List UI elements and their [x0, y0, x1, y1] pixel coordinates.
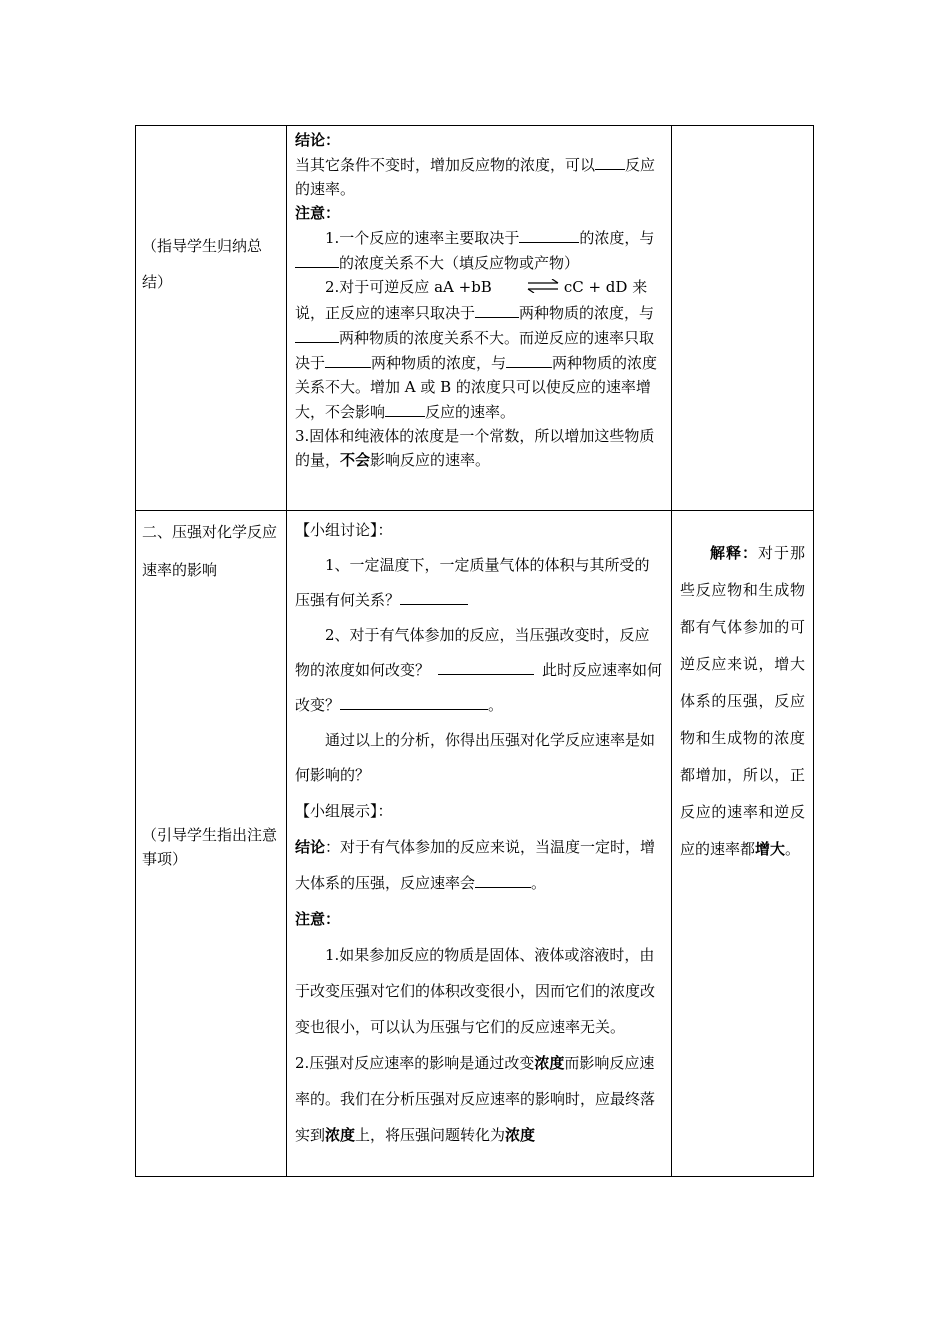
row1-note-3: 3.固体和纯液体的浓度是一个常数，所以增加这些物质的量，不会影响反应的速率。: [295, 427, 655, 469]
row2-note-1: 1.如果参加反应的物质是固体、液体或溶液时，由于改变压强对它们的体积改变很小，因而它们的浓度改变也很小，可以认为压强与它们的反应速率无关。: [295, 946, 656, 1036]
row1-conclusion-text: 当其它条件不变时，增加反应物的浓度，可以 反应的速率。: [295, 152, 663, 201]
row2-question-1: 1、一定温度下，一定质量气体的体积与其所受的压强有何关系？: [295, 556, 650, 609]
answer-blank[interactable]: [400, 587, 468, 605]
answer-blank[interactable]: [340, 692, 488, 710]
reversible-arrow-icon: [496, 276, 560, 300]
answer-blank[interactable]: [295, 325, 339, 343]
lesson-plan-table: [135, 125, 812, 1177]
row2-question-2: 2、对于有气体参加的反应，当压强改变时，反应物的浓度如何改变？ 此时反应速率如何改变？ 。: [295, 626, 663, 714]
row2-explanation: 解释：对于那些反应物和生成物都有气体参加的可逆反应来说，增大体系的压强，反应物和生成物的浓度都增加，所以，正反应的速率和逆反应的速率都增大。: [680, 544, 805, 858]
answer-blank[interactable]: [519, 225, 579, 243]
row2-discussion-heading: 【小组讨论】：: [295, 521, 393, 539]
answer-blank[interactable]: [506, 350, 552, 368]
row2-analysis: 通过以上的分析，你得出压强对化学反应速率是如何影响的？: [295, 731, 656, 784]
row2-section-title: 二、压强对化学反应速率的影响: [142, 523, 278, 579]
row1-col3-cell: [672, 126, 814, 511]
row2-col1-cell: [136, 511, 287, 1177]
answer-blank[interactable]: [595, 152, 625, 170]
row2-note-2: 2.压强对反应速率的影响是通过改变浓度而影响反应速率的。我们在分析压强对反应速率的影响时，应最终落实到浓度上，将压强问题转化为浓度: [295, 1054, 656, 1144]
row2-col2-cell: [287, 511, 672, 1177]
answer-blank[interactable]: [475, 870, 531, 888]
row1-col2-cell: [287, 126, 672, 511]
row1-guidance-note: （指导学生归纳总结）: [142, 237, 263, 291]
row2-note-heading: 注意：: [295, 910, 341, 928]
row1-note-heading: 注意：: [295, 204, 341, 222]
row2-conclusion: 结论：对于有气体参加的反应来说，当温度一定时，增大体系的压强，反应速率会 。: [295, 838, 656, 892]
answer-blank[interactable]: [295, 250, 339, 268]
answer-blank[interactable]: [475, 300, 519, 318]
row1-col1-cell: [136, 126, 287, 511]
answer-blank[interactable]: [438, 657, 534, 675]
row1-conclusion-heading: 结论：: [295, 131, 341, 149]
row2-show-heading: 【小组展示】：: [295, 802, 393, 820]
row1-note-1: 1.一个反应的速率主要取决于 的浓度，与的浓度关系不大（填反应物或产物）: [295, 225, 663, 275]
answer-blank[interactable]: [325, 350, 371, 368]
answer-blank[interactable]: [385, 399, 425, 417]
row2-guidance-note: （引导学生指出注意事项）: [142, 826, 278, 868]
row2-col3-cell: [672, 511, 814, 1177]
row1-note-2: 2.对于可逆反应 aA +bB cC + dD 来说，正反应的速率只取决于 两种物质的浓度，与两种物质的浓度关系不大。而逆反应的速率只取决于 两种物质的浓度，与 两种物质的浓度关系不大。增加 A 或 B 的浓度只可以使反应的速率增大，不会影响 反应的速率。: [295, 278, 658, 421]
